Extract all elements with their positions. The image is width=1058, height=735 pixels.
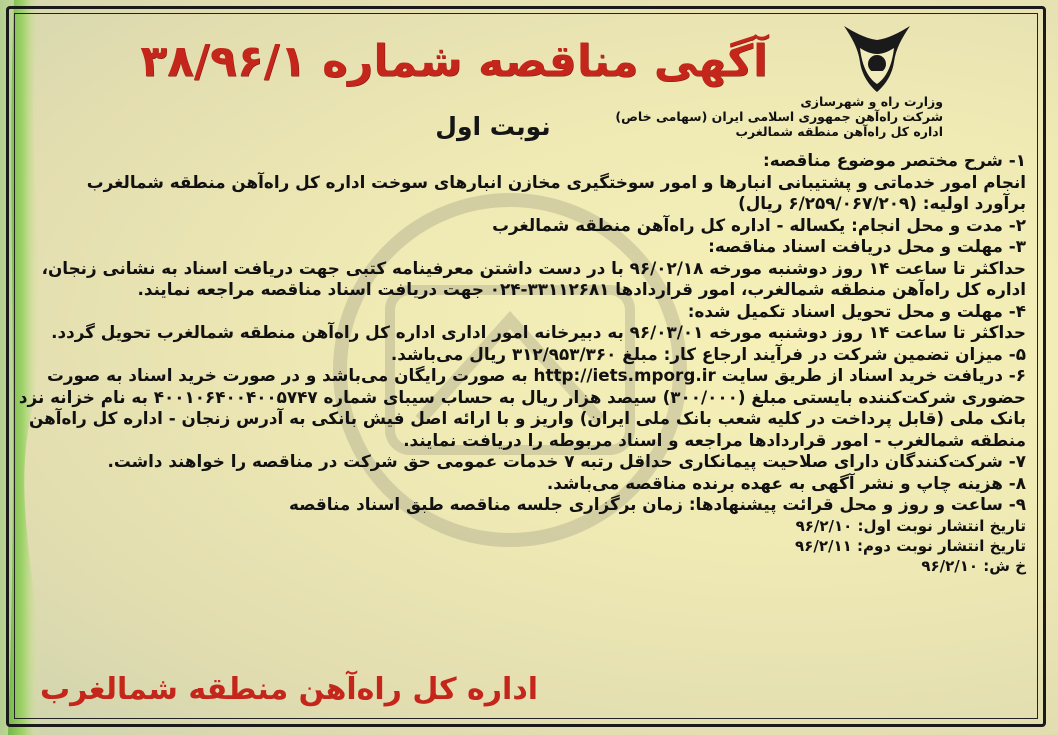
notice-round: نوبت اول [435, 112, 551, 141]
body-line: ۱- شرح مختصر موضوع مناقصه: [763, 150, 1026, 170]
company-name: شرکت راه‌آهن جمهوری اسلامی ایران (سهامی خاص) [615, 109, 943, 124]
body-line: حداکثر تا ساعت ۱۴ روز دوشنبه مورخه ۹۶/۰۲/۱۸ با در دست داشتن معرفینامه کتبی جهت دریافت اسناد به نشانی زنجان، [41, 257, 1026, 278]
body-line: اداره کل راه‌آهن منطقه شمالغرب، امور قراردادها ۳۳۱۱۲۶۸۱-۰۲۴ جهت دریافت اسناد مناقصه مراجعه نمایند. [137, 279, 1026, 299]
notice-body [18, 150, 1026, 576]
body-line: ۹- ساعت و روز و محل قرائت پیشنهادها: زمان برگزاری جلسه مناقصه طبق اسناد مناقصه [289, 494, 1026, 514]
body-line: ۸- هزینه چاپ و نشر آگهی به عهده برنده مناقصه می‌باشد. [546, 472, 1026, 493]
publish-date-first: تاریخ انتشار نوبت اول: ۹۶/۲/۱۰ [795, 516, 1026, 535]
body-line: ۷- شرکت‌کنندگان دارای صلاحیت پیمانکاری حداقل رتبه ۷ خدمات عمومی حق شرکت در مناقصه را خواهند داشت. [107, 451, 1026, 471]
body-line: ۳- مهلت و محل دریافت اسناد مناقصه: [708, 236, 1026, 256]
footer-signature: اداره کل راه‌آهن منطقه شمالغرب [40, 672, 539, 707]
notice-title: آگهی مناقصه شماره ۳۸/۹۶/۱ [140, 36, 768, 87]
body-line: حداکثر تا ساعت ۱۴ روز دوشنبه مورخه ۹۶/۰۳/۰۱ به دبیرخانه امور اداری اداره کل راه‌آهن منطقه شمالغرب تحویل گردد. [51, 322, 1026, 342]
organization-header [603, 94, 943, 139]
body-line: انجام امور خدماتی و پشتیبانی انبارها و امور سوختگیری مخازن انبارهای سوخت اداره کل راه‌آهن منطقه شمالغرب [86, 171, 1026, 192]
railway-emblem-icon [838, 22, 916, 96]
body-line: برآورد اولیه: (۶/۲۵۹/۰۶۷/۲۰۹ ریال) [738, 193, 1026, 213]
body-line: ۵- میزان تضمین شرکت در فرآیند ارجاع کار: مبلغ ۳۱۲/۹۵۳/۳۶۰ ریال می‌باشد. [390, 343, 1026, 364]
body-line: بانک ملی (قابل پرداخت در کلیه شعب بانک ملی ایران) واریز و با ارائه اصل فیش بانکی به آدرس زنجان - اداره کل راه‌آهن [28, 408, 1026, 428]
reference-code: خ ش: ۹۶/۲/۱۰ [921, 556, 1026, 575]
publish-date-second: تاریخ انتشار نوبت دوم: ۹۶/۲/۱۱ [795, 536, 1026, 555]
body-line: ۲- مدت و محل انجام: یکساله - اداره کل راه‌آهن منطقه شمالغرب [492, 214, 1026, 235]
body-line: حضوری شرکت‌کننده بایستی مبلغ (۳۰۰/۰۰۰) سیصد هزار ریال به حساب سیبای شماره ۴۰۰۱۰۶۴۰۰۴۰۰۵۷۴۷ به نام خزانه نزد [18, 386, 1026, 407]
ministry-name: وزارت راه و شهرسازی [800, 94, 943, 109]
body-line: ۶- دریافت خرید اسناد از طریق سایت http://iets.mporg.ir به صورت رایگان می‌باشد و در صورت خرید اسناد به صورت [47, 365, 1026, 385]
body-line: ۴- مهلت و محل تحویل اسناد تکمیل شده: [687, 300, 1026, 321]
body-line: منطقه شمالغرب - امور قراردادها مراجعه و اسناد مربوطه را دریافت نمایند. [403, 429, 1026, 450]
department-name: اداره کل راه‌آهن منطقه شمالغرب [735, 124, 943, 139]
